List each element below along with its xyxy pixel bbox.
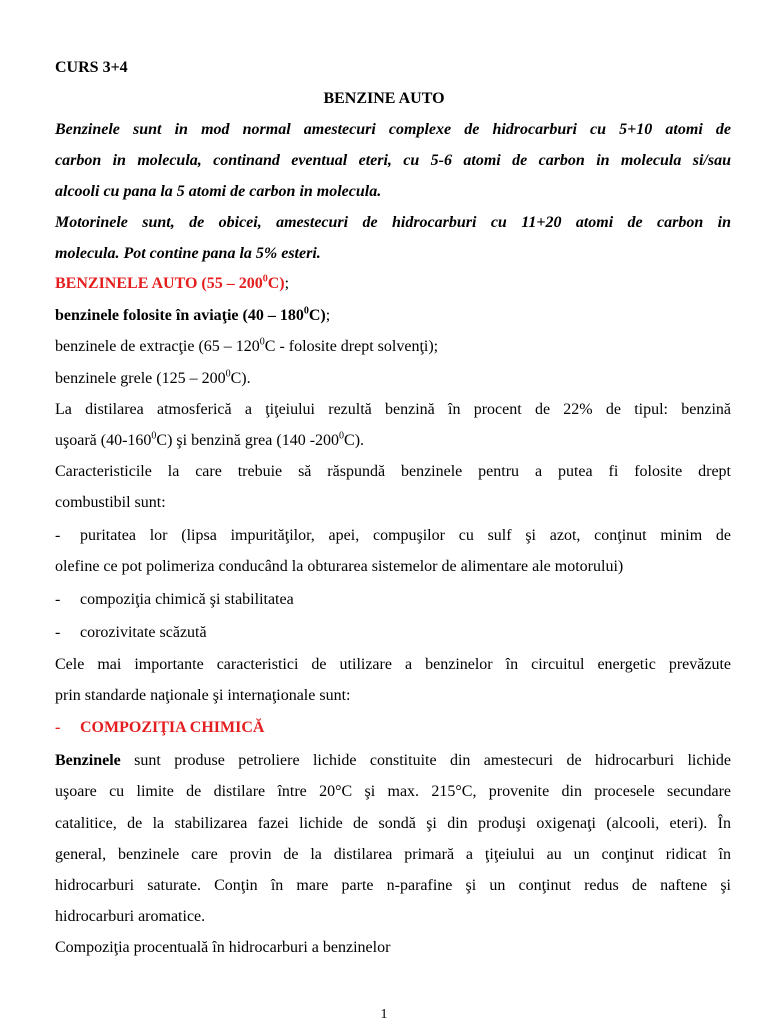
list-bullet-2: -: [55, 591, 61, 608]
page-title: BENZINE AUTO: [323, 90, 445, 107]
intro-line-4: Motorinele sunt, de obicei, amestecuri de hidrocarburi cu 11+20 atomi de carbon in: [55, 214, 731, 231]
list-bullet-3: -: [55, 624, 61, 641]
body-line-3: catalitice, de la stabilizarea fazei lichide de sondă şi din produşi oxigenaţi (alcooli, eteri). În: [55, 815, 731, 832]
intro-line-2: carbon in molecula, continand eventual eteri, cu 5-6 atomi de carbon in molecula si/sau: [55, 152, 731, 169]
section-heading: COMPOZIŢIA CHIMICĂ: [80, 719, 265, 736]
range-aviatie: benzinele folosite în aviaţie $(40 - 180^0C)$;: [55, 305, 331, 324]
intro-line-5: molecula. Pot contine pana la 5% esteri.: [55, 245, 321, 262]
distilare-line-1: La distilarea atmosferică a ţiţeiului rezultă benzină în procent de 22% de tipul: benzină: [55, 401, 731, 418]
importante-line-2: prin standarde naţionale şi internaţionale sunt:: [55, 687, 351, 704]
range-grele: benzinele grele $(125 - 200^0C)$.: [55, 368, 251, 387]
list-item-2: compoziţia chimică şi stabilitatea: [80, 591, 294, 608]
intro-line-1: Benzinele sunt in mod normal amestecuri complexe de hidrocarburi cu 5+10 atomi de: [55, 121, 731, 138]
body-line-5: hidrocarburi saturate. Conţin în mare parte n-parafine şi un conţinut redus de naftene şi: [55, 877, 731, 894]
caracteristici-line-1: Caracteristicile la care trebuie să răspundă benzinele pentru a putea fi folosite drept: [55, 463, 731, 480]
body-bold-word: Benzinele: [55, 752, 121, 769]
page-number: 1: [380, 1007, 388, 1022]
intro-line-3: alcooli cu pana la 5 atomi de carbon in molecula.: [55, 183, 382, 200]
list-item-1-continuation: olefine ce pot polimeriza conducând la obturarea sistemelor de alimentare ale motorului): [55, 558, 624, 575]
body-line-4: general, benzinele care provin de la distilarea primară a ţiţeiului au un conţinut ridicat în: [55, 846, 731, 863]
course-label: CURS 3+4: [55, 59, 128, 76]
importante-line-1: Cele mai importante caracteristici de utilizare a benzinelor în circuitul energetic prevăzute: [55, 656, 731, 673]
list-item-1: puritatea lor (lipsa impurităţilor, apei, compuşilor cu sulf şi azot, conţinut minim de: [80, 527, 731, 544]
list-bullet-1: -: [55, 527, 61, 544]
caracteristici-line-2: combustibil sunt:: [55, 494, 166, 511]
list-item-3: corozivitate scăzută: [80, 624, 207, 641]
body-line-1: Benzinele sunt produse petroliere lichide constituite din amestecuri de hidrocarburi lichide: [55, 752, 731, 769]
body-line-2: uşoare cu limite de distilare între 20°C şi max. 215°C, provenite din procesele secundare: [55, 783, 731, 800]
range-auto: BENZINELE AUTO $(55 - 200^0C)$;: [55, 273, 290, 292]
body-line-6: hidrocarburi aromatice.: [55, 908, 206, 925]
section-bullet: -: [55, 719, 61, 736]
distilare-line-2: uşoară $(40-160^0C)$ şi benzină grea (140 $-200^0C$).: [55, 430, 365, 449]
range-extractie: benzinele de extracţie ($65 - 120^0C$ - folosite drept solvenţi);: [55, 336, 439, 355]
table-caption: Compoziţia procentuală în hidrocarburi a benzinelor: [55, 939, 391, 956]
